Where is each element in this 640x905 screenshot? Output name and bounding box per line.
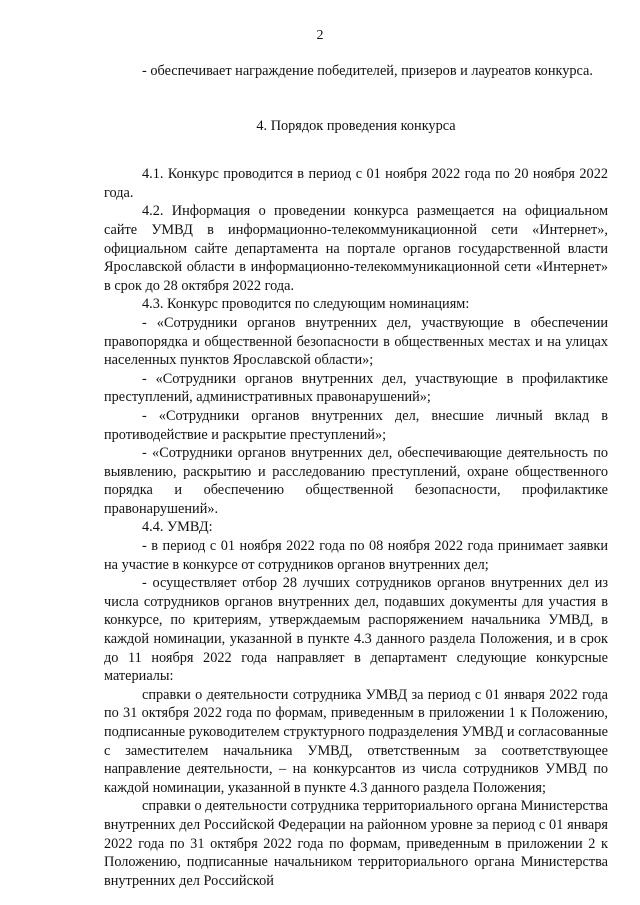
paragraph-awards: - обеспечивает награждение победителей, призеров и лауреатов конкурса. [142,63,593,79]
page-number: 2 [316,28,324,43]
list-item: - осуществляет отбор 28 лучших сотрудников органов внутренних дел из числа сотрудников органов внутренних дел, подавших документы для участия в конкурсе, по критериям, утверждаемым распоряжением начальника УМВД, в каждой номинации, указанной в пункте 4.3 данного раздела Положения, и в срок до 11 ноября 2022 года направляет в департамент следующие конкурсные материалы: [104,575,608,685]
nomination-item: - «Сотрудники органов внутренних дел, участвующие в обеспечении правопорядка и общественной безопасности в общественных местах и на улицах населенных пунктов Ярославской области»; [104,314,608,369]
nomination-item: - «Сотрудники органов внутренних дел, обеспечивающие деятельность по выявлению, раскрытию и расследованию преступлений, охране общественного порядка и обеспечению общественной безопасности, профилактике правонарушений». [104,445,608,517]
paragraph-4-3: 4.3. Конкурс проводится по следующим номинациям: [142,296,470,313]
paragraph-4-1: 4.1. Конкурс проводится в период с 01 ноября 2022 года по 20 ноября 2022 года. [104,166,608,201]
nomination-item: - «Сотрудники органов внутренних дел, внесшие личный вклад в противодействие и раскрытие преступлений»; [104,407,608,443]
materials-item: справки о деятельности сотрудника УМВД за период с 01 января 2022 года по 31 октября 2022 года по формам, приведенным в приложении 1 к Положению, подписанные руководителем структурного подразделения УМВД и согласованные с заместителем начальника УМВД, ответственным за соответствующее направление деятельности, – на конкурсантов из числа сотрудников УМВД по каждой номинации, указанной в пункте 4.3 данного раздела Положения; [104,686,608,796]
materials-item: справки о деятельности сотрудника территориального органа Министерства внутренних дел Российской Федерации на районном уровне за период с 01 января 2022 года по 31 октября 2022 года по формам, приведенным в приложении 2 к Положению, подписанные начальником территориального органа Министерства внутренних дел Российской [104,798,608,889]
paragraph-4-2: 4.2. Информация о проведении конкурса размещается на официальном сайте УМВД в информационно-телекоммуникационной сети «Интернет», официальном сайте департамента на портале органов государственной власти Ярославской области в информационно-телекоммуникационной сети «Интернет» в срок до 28 октября 2022 года. [104,203,608,294]
document-body [104,62,608,890]
paragraph-4-4: 4.4. УМВД: [142,519,213,536]
section-heading: 4. Порядок проведения конкурса [256,117,456,134]
nomination-item: - «Сотрудники органов внутренних дел, участвующие в профилактике преступлений, административных правонарушений»; [104,370,608,406]
list-item: - в период с 01 ноября 2022 года по 08 ноября 2022 года принимает заявки на участие в конкурсе от сотрудников органов внутренних дел; [104,538,608,573]
